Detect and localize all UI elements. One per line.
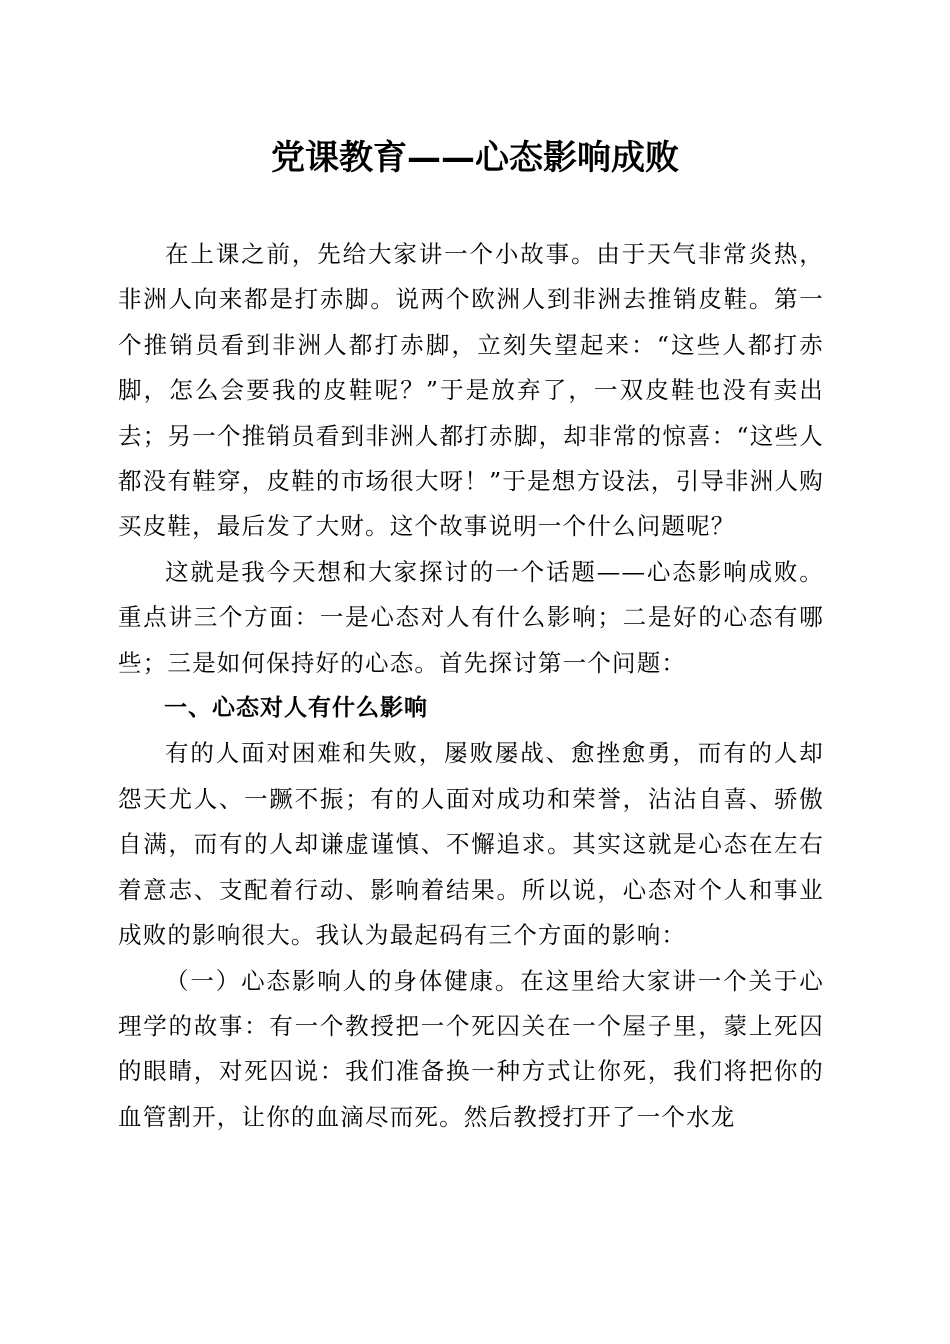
paragraph-topic-intro: 这就是我今天想和大家探讨的一个话题——心态影响成败。重点讲三个方面：一是心态对人有什么影响；二是好的心态有哪些；三是如何保持好的心态。首先探讨第一个问题： (118, 557, 824, 677)
page-title: 党课教育——心态影响成败 (271, 138, 679, 178)
subsection-text: 在这里给大家讲一个关于心理学的故事：有一个教授把一个死囚关在一个屋子里，蒙上死囚的眼睛，对死囚说：我们准备换一种方式让你死，我们将把你的血管割开，让你的血滴尽而死。然后教授打开了一个水龙 (118, 966, 824, 1131)
paragraph-section-one: 有的人面对困难和失败，屡败屡战、愈挫愈勇，而有的人却怨天尤人、一蹶不振；有的人面对成功和荣誉，沾沾自喜、骄傲自满，而有的人却谦虚谨慎、不懈追求。其实这就是心态在左右着意志、支配着行动、影响着结果。所以说，心态对个人和事业成败的影响很大。我认为最起码有三个方面的影响： (118, 739, 824, 950)
document-body (118, 232, 824, 1140)
section-heading: 一、心态对人有什么影响 (164, 695, 428, 722)
paragraph-subsection-one (118, 959, 824, 1141)
paragraph-intro-story: 在上课之前，先给大家讲一个小故事。由于天气非常炎热，非洲人向来都是打赤脚。说两个欧洲人到非洲去推销皮鞋。第一个推销员看到非洲人都打赤脚，立刻失望起来：“这些人都打赤脚，怎么会要我的皮鞋呢？”于是放弃了，一双皮鞋也没有卖出去；另一个推销员看到非洲人都打赤脚，却非常的惊喜：“这些人都没有鞋穿，皮鞋的市场很大呀！”于是想方设法，引导非洲人购买皮鞋，最后发了大财。这个故事说明一个什么问题呢？ (118, 240, 824, 541)
subsection-heading: （一）心态影响人的身体健康。 (165, 966, 521, 995)
